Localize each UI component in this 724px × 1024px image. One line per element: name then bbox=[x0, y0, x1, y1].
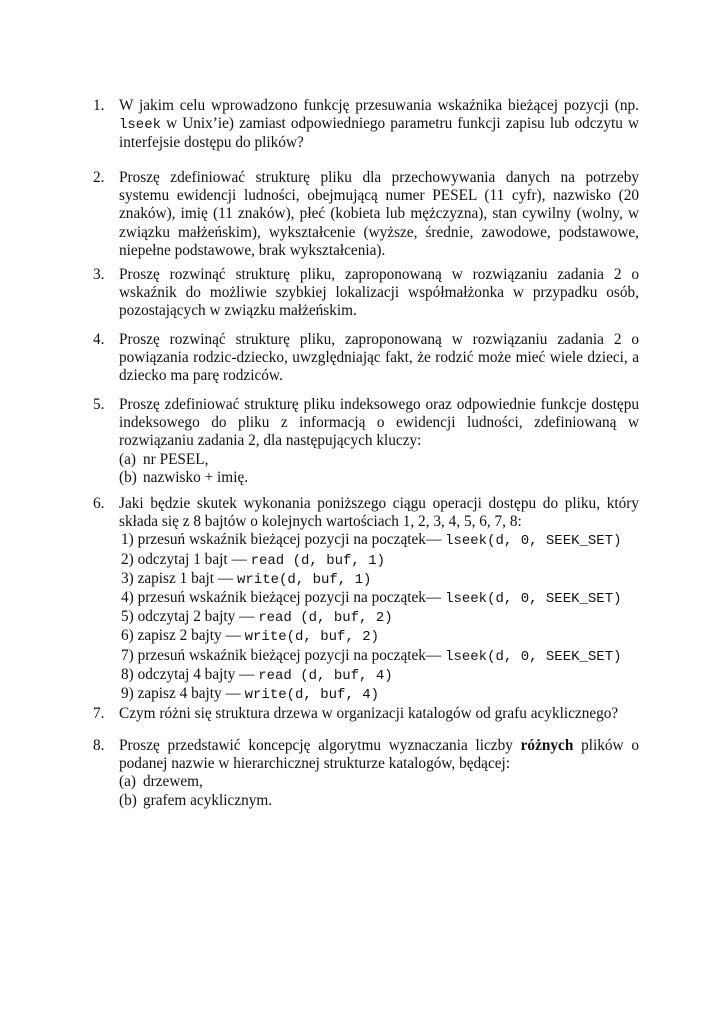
step-code: read (d, buf, 1) bbox=[250, 552, 385, 569]
step-separator: — bbox=[425, 531, 442, 549]
step-separator: — bbox=[225, 627, 241, 645]
question-paragraph: Proszę zdefiniować strukturę pliku indeksowego oraz odpowiednie funkcje dostępu indeksowego do pliku z informacją o ewidencji ludności, zdefiniowaną w rozwiązaniu zadania 2, dla następujących kluczy: bbox=[119, 396, 639, 450]
step-code: read (d, buf, 4) bbox=[258, 667, 393, 684]
step-separator: — bbox=[425, 589, 442, 607]
step-label: 4) przesuń wskaźnik bieżącej pozycji na początek bbox=[121, 589, 426, 607]
sub-item bbox=[119, 469, 639, 487]
step-label: 1) przesuń wskaźnik bieżącej pozycji na początek bbox=[121, 531, 426, 549]
operation-step bbox=[119, 608, 639, 627]
question-3 bbox=[93, 266, 639, 321]
question-paragraph: Jaki będzie skutek wykonania poniższego ciągu operacji dostępu do pliku, który składa się z 8 bajtów o kolejnych wartościach 1, 2, 3, 4, 5, 6, 7, 8: bbox=[119, 495, 639, 531]
question-number: 5. bbox=[93, 396, 105, 413]
question-6 bbox=[93, 495, 639, 704]
operation-step bbox=[119, 589, 639, 608]
step-separator: — bbox=[231, 550, 247, 568]
step-separator: — bbox=[225, 685, 241, 703]
operation-step bbox=[119, 570, 639, 589]
question-number: 8. bbox=[93, 737, 105, 754]
sub-item-label: (b) bbox=[119, 791, 137, 809]
emphasis: różnych bbox=[520, 737, 574, 754]
question-line: W jakim celu wprowadzono funkcję przesuwania wskaźnika bieżącej pozycji (np. bbox=[119, 97, 639, 114]
question-text: Proszę rozwinąć strukturę pliku, zaproponowaną w rozwiązaniu zadania 2 o wskaźnik do możliwie szybkiej lokalizacji współmałżonka w przypadku osób, pozostających w związku małżeńskim. bbox=[119, 266, 639, 320]
question-5 bbox=[93, 396, 639, 487]
step-code: lseek(d, 0, SEEK_SET) bbox=[445, 533, 622, 550]
step-label: 5) odczytaj 2 bajty bbox=[121, 608, 236, 626]
question-number: 6. bbox=[93, 495, 105, 512]
sub-item-text: nr PESEL, bbox=[143, 450, 209, 468]
operation-step bbox=[119, 531, 639, 550]
question-line: lseek w Unix’ie) zamiast odpowiedniego parametru funkcji zapisu lub odczytu w bbox=[119, 115, 640, 134]
step-label: 9) zapisz 4 bajty bbox=[121, 685, 222, 703]
step-separator: — bbox=[217, 569, 234, 587]
operation-step bbox=[119, 627, 639, 646]
step-code: read (d, buf, 2) bbox=[258, 610, 393, 627]
step-label: 2) odczytaj 1 bajt bbox=[121, 550, 228, 568]
question-number: 7. bbox=[93, 705, 105, 722]
question-7 bbox=[93, 705, 639, 723]
step-code: write(d, buf, 2) bbox=[244, 629, 380, 646]
question-2 bbox=[93, 169, 639, 260]
step-code: lseek(d, 0, SEEK_SET) bbox=[445, 591, 622, 608]
step-label: 3) zapisz 1 bajt bbox=[121, 569, 215, 587]
question-text: Proszę rozwinąć strukturę pliku, zaproponowaną w rozwiązaniu zadania 2 o powiązania rodzic-dziecko, uwzględniając fakt, że rodzić może mieć wiele dzieci, a dziecko ma parę rodziców. bbox=[119, 331, 639, 385]
question-4 bbox=[93, 331, 639, 386]
operation-step bbox=[119, 647, 639, 666]
step-label: 7) przesuń wskaźnik bieżącej pozycji na początek bbox=[121, 646, 426, 664]
step-separator: — bbox=[425, 646, 442, 664]
inline-code: lseek bbox=[119, 117, 162, 134]
sub-item-label: (a) bbox=[119, 450, 136, 468]
question-text: Czym różni się struktura drzewa w organizacji katalogów od grafu acyklicznego? bbox=[119, 705, 619, 722]
question-text bbox=[119, 97, 639, 153]
question-8 bbox=[93, 737, 639, 810]
operation-step bbox=[119, 666, 639, 685]
sub-item bbox=[119, 792, 639, 810]
question-1 bbox=[93, 97, 639, 153]
step-label: 8) odczytaj 4 bajty bbox=[121, 665, 236, 683]
sub-item-text: grafem acyklicznym. bbox=[143, 791, 273, 809]
sub-item-label: (b) bbox=[119, 468, 137, 486]
question-number: 1. bbox=[93, 97, 105, 114]
sub-item-label: (a) bbox=[119, 773, 136, 791]
sub-item-text: drzewem, bbox=[143, 773, 203, 791]
sub-item bbox=[119, 773, 639, 791]
question-number: 2. bbox=[93, 169, 105, 186]
step-separator: — bbox=[239, 608, 255, 626]
step-label: 6) zapisz 2 bajty bbox=[121, 627, 222, 645]
operation-step bbox=[119, 685, 639, 704]
question-number: 4. bbox=[93, 331, 105, 348]
sub-item-text: nazwisko + imię. bbox=[143, 468, 249, 486]
step-code: write(d, buf, 1) bbox=[236, 571, 372, 588]
operation-step bbox=[119, 551, 639, 570]
question-text bbox=[119, 495, 639, 704]
question-text bbox=[119, 396, 639, 487]
question-text: Proszę zdefiniować strukturę pliku dla przechowywania danych na potrzeby systemu ewidencji ludności, obejmującą numer PESEL (11 cyfr), nazwisko (20 znaków), imię (11 znaków), płeć (kobieta lub mężczyzna), stan cywilny (wolny, w związku małżeńskim), wykształcenie (wyższe, średnie, zawodowe, podstawowe, niepełne podstawowe, brak wykształcenia). bbox=[119, 169, 639, 259]
question-line: interfejsie dostępu do plików? bbox=[119, 134, 304, 152]
step-code: write(d, buf, 4) bbox=[244, 687, 380, 704]
step-code: lseek(d, 0, SEEK_SET) bbox=[445, 648, 622, 665]
question-paragraph: Proszę przedstawić koncepcję algorytmu wyznaczania liczby różnych plików o podanej nazwie w hierarchicznej strukturze katalogów, będącej: bbox=[119, 737, 639, 773]
question-number: 3. bbox=[93, 266, 105, 283]
sub-item bbox=[119, 451, 639, 469]
step-separator: — bbox=[239, 665, 255, 683]
question-text bbox=[119, 737, 639, 810]
